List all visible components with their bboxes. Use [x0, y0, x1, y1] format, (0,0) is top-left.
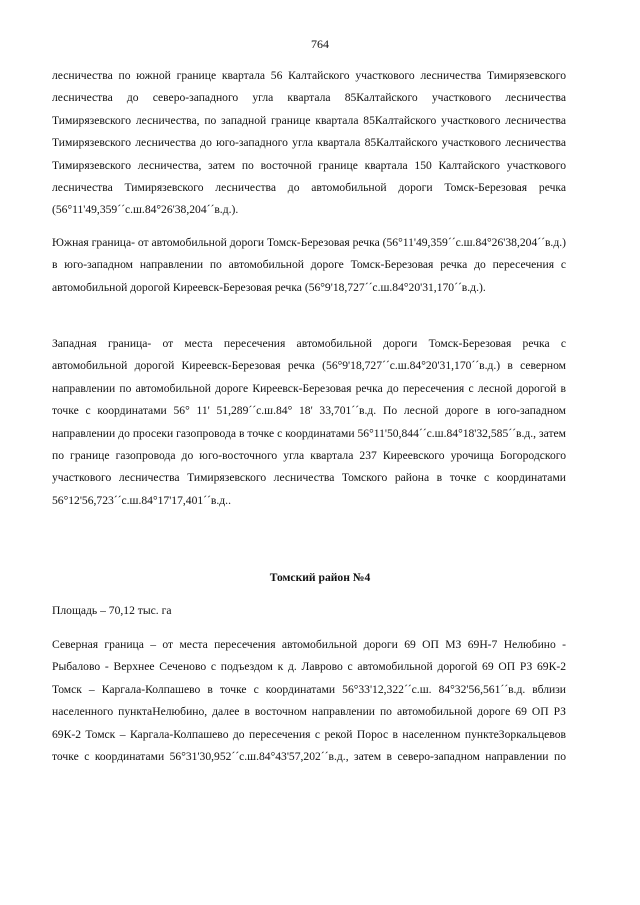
section-heading: Томский район №4 [269, 571, 371, 584]
paragraph-boundary-continuation: лесничества по южной границе квартала 56 Калтайского участкового лесничества Тимирязевского лесничества до северо-западного угла квартала 85Калтайского участкового лесничества Тимирязевского лесничества, по западной границе квартала 85Калтайского участкового лесничества Тимирязевского лесничества до юго-западного угла квартала 85Калтайского участкового лесничества Тимирязевского лесничества, затем по восточной границе квартала 150 Калтайского участкового лесничества Тимирязевского лесничества до автомобильной дороги Томск-Березовая речка (56°11'49,359´´с.ш.84°26'38,204´´в.д.). [52, 69, 566, 217]
area-line: Площадь – 70,12 тыс. га [52, 604, 172, 617]
paragraph-north-boundary: Северная граница – от места пересечения автомобильной дороги 69 ОП МЗ 69Н-7 Нелюбино - Рыбалово - Верхнее Сеченово с подъездом к д. Лаврово с автомобильной дорогой 69 ОП РЗ 69К-2 Томск – Каргала-Колпашево в точке с координатами 56°33'12,322´´с.ш. 84°32'56,561´´в.д. вблизи населенного пунктаНелюбино, далее в восточном направлении по автомобильной дороге 69 ОП РЗ 69К-2 Томск – Каргала-Колпашево до пересечения с рекой Порос в населенном пунктеЗоркальцевов точке с координатами 56°31'30,952´´с.ш.84°43'57,202´´в.д., затем в северо-западном направлении по [52, 638, 566, 764]
page-number: 764 [311, 37, 329, 51]
paragraph-south-boundary: Южная граница- от автомобильной дороги Томск-Березовая речка (56°11'49,359´´с.ш.84°26'38,204´´в.д.) в юго-западном направлении по автомобильной дороге Томск-Березовая речка до пересечения с автомобильной дорогой Киреевск-Березовая речка (56°9'18,727´´с.ш.84°20'31,170´´в.д.). [52, 236, 566, 294]
paragraph-west-boundary: Западная граница- от места пересечения автомобильной дороги Томск-Березовая речка с автомобильной дорогой Киреевск-Березовая речка (56°9'18,727´´с.ш.84°20'31,170´´в.д.) в северном направлении по автомобильной дороге Киреевск-Березовая речка до пересечения с лесной дорогой в точке с координатами 56° 11' 51,289´´с.ш.84° 18' 33,701´´в.д. По лесной дороге в юго-западном направлении до просеки газопровода в точке с координатами 56°11'50,844´´с.ш.84°18'32,585´´в.д., затем по границе газопровода до юго-восточного угла квартала 237 Киреевского урочища Богородского участкового лесничества Тимирязевского лесничества Томского района в точке с координатами 56°12'56,723´´с.ш.84°17'17,401´´в.д.. [52, 337, 566, 507]
